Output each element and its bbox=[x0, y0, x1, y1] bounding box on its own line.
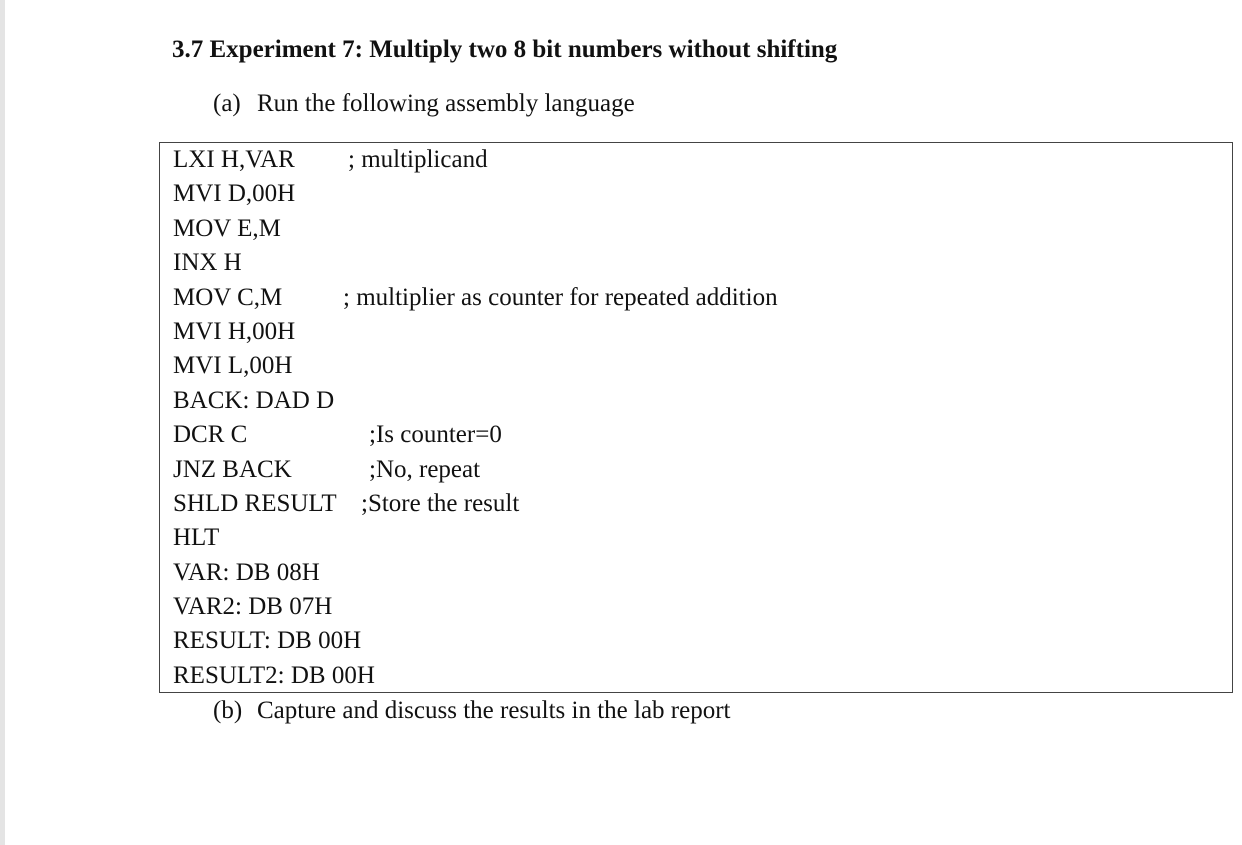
code-instruction: MVI L,00H bbox=[173, 352, 293, 380]
code-line bbox=[173, 246, 375, 280]
code-instruction: RESULT: DB 00H bbox=[173, 627, 362, 655]
code-line bbox=[173, 590, 375, 624]
code-line bbox=[173, 315, 375, 349]
code-instruction: VAR2: DB 07H bbox=[173, 593, 333, 621]
code-listing-box bbox=[159, 142, 1233, 693]
code-instruction: HLT bbox=[173, 524, 220, 552]
code-instruction: MVI H,00H bbox=[173, 317, 296, 345]
step-a bbox=[213, 90, 635, 118]
code-line bbox=[173, 177, 375, 211]
code-instruction: SHLD RESULT bbox=[173, 489, 337, 517]
section-heading: 3.7 Experiment 7: Multiply two 8 bit numbers without shifting bbox=[172, 36, 838, 63]
code-instruction: MOV C,M bbox=[173, 283, 283, 311]
page-left-edge bbox=[0, 0, 5, 845]
code-instruction: JNZ BACK bbox=[173, 455, 292, 483]
code-line bbox=[173, 624, 375, 658]
step-b-marker: (b) bbox=[213, 697, 243, 724]
code-line bbox=[173, 384, 375, 418]
code-line bbox=[173, 281, 778, 315]
code-line bbox=[173, 521, 375, 555]
code-instruction: LXI H,VAR bbox=[173, 146, 295, 173]
code-comment: ; multiplier as counter for repeated addition bbox=[343, 283, 778, 311]
code-instruction: RESULT2: DB 00H bbox=[173, 661, 375, 689]
code-comment: ;No, repeat bbox=[369, 455, 481, 483]
code-listing bbox=[173, 143, 778, 693]
step-a-marker: (a) bbox=[213, 90, 241, 117]
code-instruction: BACK: DAD D bbox=[173, 386, 335, 414]
code-line bbox=[173, 556, 375, 590]
code-instruction: VAR: DB 08H bbox=[173, 558, 320, 586]
step-b-text: Capture and discuss the results in the lab report bbox=[257, 697, 731, 724]
code-line bbox=[173, 349, 375, 383]
code-instruction: MVI D,00H bbox=[173, 180, 296, 208]
code-comment: ;Store the result bbox=[361, 489, 520, 517]
code-line bbox=[173, 143, 488, 177]
step-a-text: Run the following assembly language bbox=[257, 90, 635, 117]
code-line bbox=[173, 212, 375, 246]
code-instruction: INX H bbox=[173, 249, 242, 277]
code-line bbox=[173, 487, 520, 521]
code-line bbox=[173, 418, 502, 452]
code-line bbox=[173, 453, 481, 487]
code-instruction: MOV E,M bbox=[173, 214, 281, 242]
code-line bbox=[173, 659, 375, 693]
code-instruction: DCR C bbox=[173, 421, 248, 449]
code-comment: ;Is counter=0 bbox=[369, 421, 502, 449]
code-comment: ; multiplicand bbox=[348, 146, 488, 173]
step-b bbox=[213, 697, 731, 725]
